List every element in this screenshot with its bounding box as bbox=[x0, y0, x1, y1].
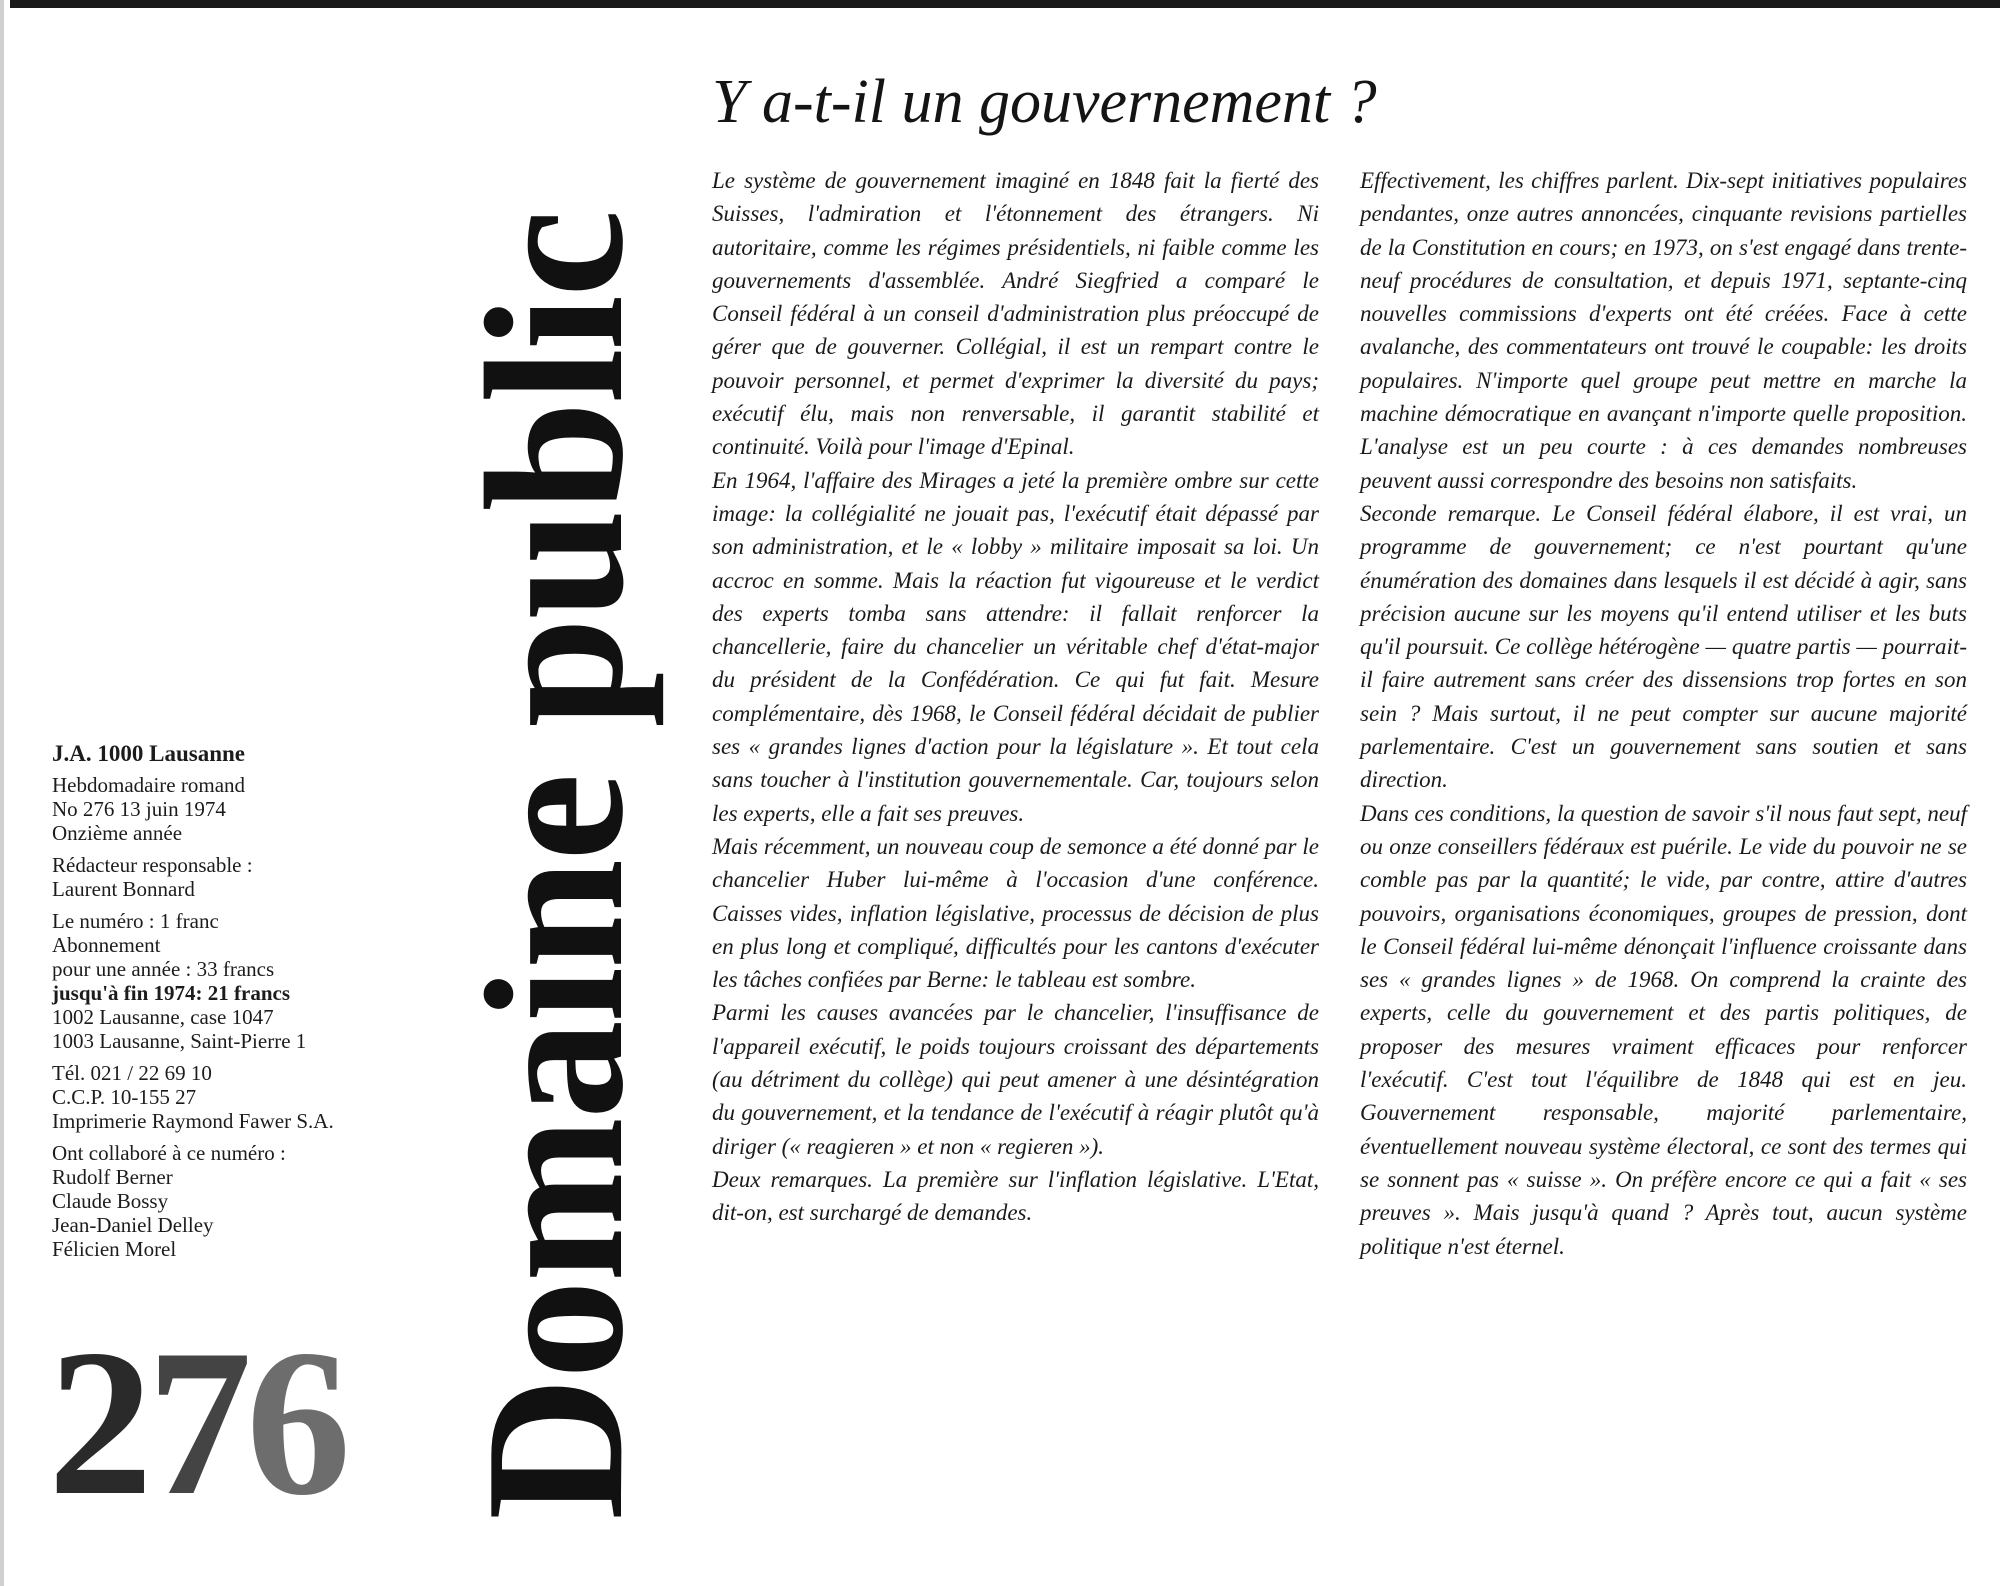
paragraph: Le système de gouvernement imaginé en 1848 fait la fierté des Suisses, l'admiration et l'étonnement des étrangers. Ni autoritaire, comme les régimes présidentiels, ni faible comme les gouvernements d'assemblée. André Siegfried a comparé le Conseil fédéral à un conseil d'administration plus préoccupé de gérer que de gouverner. Collégial, il est un rempart contre le pouvoir personnel, et permet d'exprimer la diversité du pays; exécutif élu, mais non renversable, il garantit stabilité et continuité. Voilà pour l'image d'Epinal. bbox=[712, 168, 1319, 460]
article-column-2 bbox=[1360, 164, 1967, 1263]
address-line-2: 1003 Lausanne, Saint-Pierre 1 bbox=[52, 1029, 307, 1053]
issue-digit: 6 bbox=[246, 1307, 345, 1539]
contributor: Claude Bossy bbox=[52, 1189, 169, 1213]
editor-label: Rédacteur responsable : bbox=[52, 853, 253, 877]
subscription-1974: jusqu'à fin 1974: 21 francs bbox=[52, 981, 291, 1005]
postal-address: J.A. 1000 Lausanne bbox=[52, 741, 245, 766]
masthead bbox=[445, 140, 664, 1520]
top-rule bbox=[10, 0, 2000, 8]
issue-line: No 276 13 juin 1974 bbox=[52, 797, 226, 821]
printer: Imprimerie Raymond Fawer S.A. bbox=[52, 1109, 334, 1133]
issue-number bbox=[48, 1307, 345, 1539]
masthead-title: Domaine public bbox=[445, 211, 664, 1520]
colophon bbox=[52, 742, 432, 1261]
paragraph: Mais récemment, un nouveau coup de semonce a été donné par le chancelier Huber lui-même à l'occasion d'une conférence. Caisses vides, inflation législative, processus de décision de plus en plus long et compliqué, difficultés pour les cantons d'exécuter les tâches confiées par Berne: le tableau est sombre. bbox=[712, 833, 1319, 993]
paragraph: Effectivement, les chiffres parlent. Dix-sept initiatives populaires pendantes, onze autres annoncées, cinquante revisions partielles de la Constitution en cours; en 1973, on s'est engagé dans trente-neuf procédures de consultation, et depuis 1971, septante-cinq nouvelles commissions d'experts ont été créées. Face à cette avalanche, des commentateurs ont trouvé le coupable: les droits populaires. N'importe quel groupe peut mettre en marche la machine démocratique en avançant n'importe quelle proposition. L'analyse est un peu courte : à ces demandes nombreuses peuvent aussi correspondre des besoins non satisfaits. bbox=[1360, 168, 1967, 493]
paragraph: Seconde remarque. Le Conseil fédéral élabore, il est vrai, un programme de gouvernement; ce n'est pourtant qu'une énumération des domaines dans lesquels il est décidé à agir, sans précision aucune sur les moyens qu'il entend utiliser et les buts qu'il poursuit. Ce collège hétérogène — quatre partis — pourrait-il faire autrement sans créer des dissensions trop fortes en son sein ? Mais surtout, il ne peut compter sur aucune majorité parlementaire. C'est un gouvernement sans soutien et sans direction. bbox=[1360, 500, 1967, 793]
contributor: Félicien Morel bbox=[52, 1237, 177, 1261]
page-edge bbox=[0, 0, 4, 1586]
issue-digit: 2 bbox=[48, 1307, 147, 1539]
subscription-label: Abonnement bbox=[52, 933, 161, 957]
editor-name: Laurent Bonnard bbox=[52, 877, 195, 901]
article-headline: Y a-t-il un gouvernement ? bbox=[712, 68, 1377, 136]
contributors-label: Ont collaboré à ce numéro : bbox=[52, 1141, 286, 1165]
paragraph: En 1964, l'affaire des Mirages a jeté la première ombre sur cette image: la collégialité ne jouait pas, l'exécutif était dépassé par son administration, et le « lobby » militaire imposait sa loi. Un accroc en somme. Mais la réaction fut vigoureuse et le verdict des experts tomba sans attendre: il fallait renforcer la chancellerie, faire du chancelier un véritable chef d'état-major du président de la Confédération. Ce qui fut fait. Mesure complémentaire, dès 1968, le Conseil fédéral décidait de publier ses « grandes lignes d'action pour la législature ». Et tout cela sans toucher à l'institution gouvernementale. Car, toujours selon les experts, elle a fait ses preuves. bbox=[712, 467, 1319, 826]
contributor: Jean-Daniel Delley bbox=[52, 1213, 214, 1237]
paragraph: Dans ces conditions, la question de savoir s'il nous faut sept, neuf ou onze conseillers fédéraux est puérile. Le vide du pouvoir ne se comble pas par la quantité; le vide, par contre, attire d'autres pouvoirs, organisations économiques, groupes de pression, dont le Conseil fédéral lui-même dénonçait l'influence croissante dans ses « grandes lignes » de 1968. On comprend la crainte des experts, celle du gouvernement et des partis politiques, de proposer des mesures vraiment efficaces pour renforcer l'exécutif. C'est tout l'équilibre de 1848 qui est en jeu. Gouvernement responsable, majorité parlementaire, éventuellement nouveau système électoral, ce sont des termes qui se sonnent pas « suisse ». On préfère encore ce qui a fait « ses preuves ». Mais jusqu'à quand ? Après tout, aucun système politique n'est éternel. bbox=[1360, 800, 1967, 1259]
telephone: Tél. 021 / 22 69 10 bbox=[52, 1061, 212, 1085]
issue-digit: 7 bbox=[147, 1307, 246, 1539]
contributor: Rudolf Berner bbox=[52, 1165, 173, 1189]
publication-year: Onzième année bbox=[52, 821, 183, 845]
paragraph: Deux remarques. La première sur l'inflation législative. L'Etat, dit-on, est surchargé de demandes. bbox=[712, 1166, 1319, 1226]
article-column-1 bbox=[712, 164, 1319, 1230]
postal-account: C.C.P. 10-155 27 bbox=[52, 1085, 197, 1109]
publication-type: Hebdomadaire romand bbox=[52, 773, 246, 797]
paragraph: Parmi les causes avancées par le chancelier, l'insuffisance de l'appareil exécutif, le poids toujours croissant des départements (au détriment du collège) qui peut amener à une désintégration du gouvernement, et la tendance de l'exécutif à réagir plutôt qu'à diriger (« reagieren » et non « regieren »). bbox=[712, 1000, 1319, 1159]
price: Le numéro : 1 franc bbox=[52, 909, 219, 933]
address-line-1: 1002 Lausanne, case 1047 bbox=[52, 1005, 274, 1029]
subscription-year: pour une année : 33 francs bbox=[52, 957, 275, 981]
